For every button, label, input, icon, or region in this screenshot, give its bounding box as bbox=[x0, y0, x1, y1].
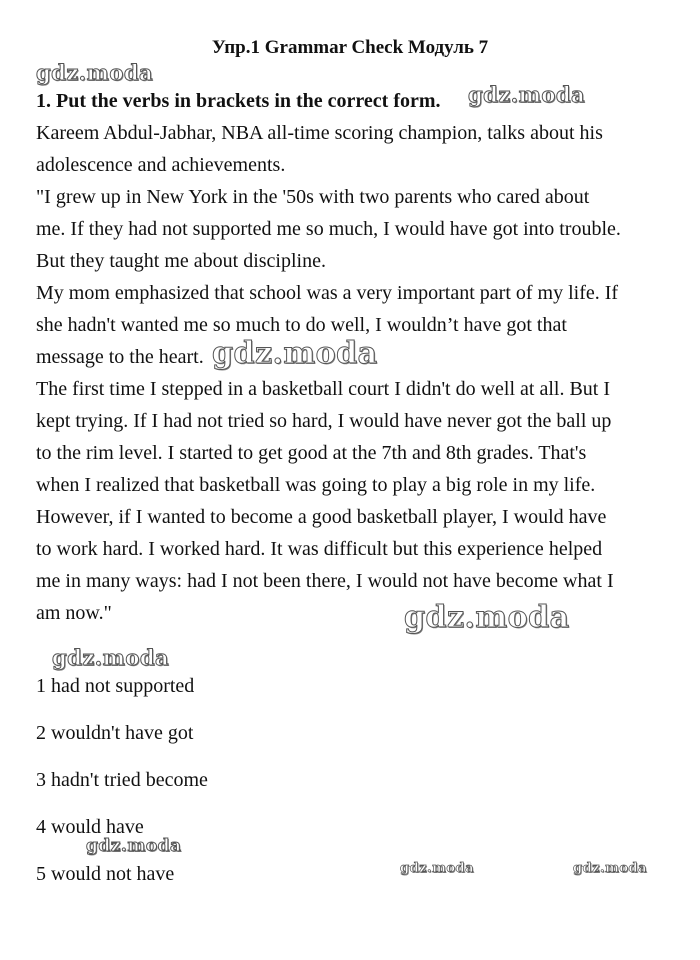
passage-line: message to the heart. bbox=[36, 346, 204, 368]
passage-line: adolescence and achievements. bbox=[36, 154, 286, 176]
answer-list bbox=[36, 670, 208, 905]
passage-line: "I grew up in New York in the '50s with two parents who cared about bbox=[36, 186, 590, 208]
passage-line: when I realized that basketball was going to play a big role in my life. bbox=[36, 474, 596, 496]
answer-item: 1 had not supported bbox=[36, 675, 195, 697]
passage-line: kept trying. If I had not tried so hard, I would have never got the ball up bbox=[36, 410, 612, 432]
answer-item: 5 would not have bbox=[36, 863, 175, 885]
watermark: gdz.moda bbox=[400, 861, 475, 876]
passage-line: she hadn't wanted me so much to do well, I wouldn’t have got that bbox=[36, 314, 567, 336]
passage-line: However, if I wanted to become a good basketball player, I would have bbox=[36, 506, 607, 528]
watermark: gdz.moda bbox=[573, 861, 648, 876]
watermark: gdz.moda bbox=[404, 600, 570, 635]
answer-item: 2 wouldn't have got bbox=[36, 722, 194, 744]
passage-line: to the rim level. I started to get good at the 7th and 8th grades. That's bbox=[36, 442, 587, 464]
passage-line: Kareem Abdul-Jabhar, NBA all-time scoring champion, talks about his bbox=[36, 122, 603, 144]
watermark: gdz.moda bbox=[212, 336, 378, 371]
passage-line: me in many ways: had I not been there, I would not have become what I bbox=[36, 570, 614, 592]
task-instruction: 1. Put the verbs in brackets in the correct form. bbox=[36, 90, 441, 112]
passage-line: am now." bbox=[36, 602, 112, 624]
watermark: gdz.moda bbox=[468, 82, 586, 107]
watermark: gdz.moda bbox=[52, 645, 170, 670]
passage-line: But they taught me about discipline. bbox=[36, 250, 326, 272]
watermark: gdz.moda bbox=[86, 836, 182, 856]
answer-item: 4 would have bbox=[36, 816, 144, 838]
passage-line: me. If they had not supported me so much, I would have got into trouble. bbox=[36, 218, 621, 240]
page-title: Упр.1 Grammar Check Модуль 7 bbox=[211, 37, 489, 58]
watermark: gdz.moda bbox=[36, 60, 154, 85]
passage-line: My mom emphasized that school was a very important part of my life. If bbox=[36, 282, 619, 304]
passage-line: to work hard. I worked hard. It was difficult but this experience helped bbox=[36, 538, 603, 560]
reading-passage bbox=[36, 117, 676, 629]
passage-line: The first time I stepped in a basketball court I didn't do well at all. But I bbox=[36, 378, 611, 400]
answer-item: 3 hadn't tried become bbox=[36, 769, 208, 791]
